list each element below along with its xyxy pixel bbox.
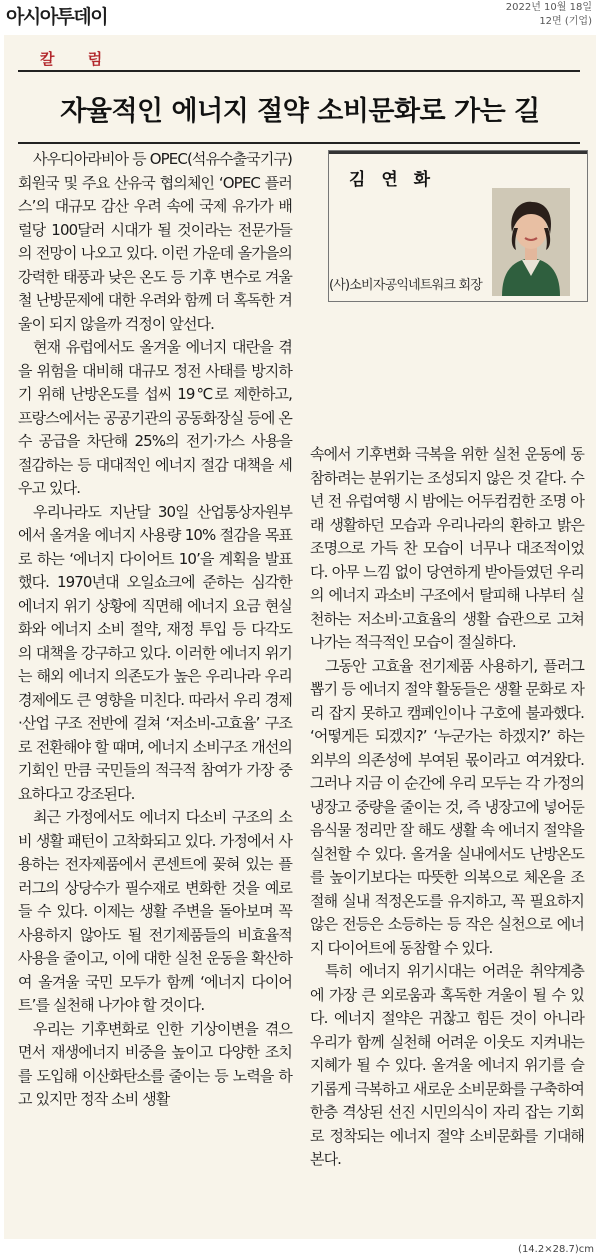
page-section: 12면 (기업) [539, 16, 592, 27]
article-clipping [4, 35, 596, 1239]
paragraph: 속에서 기후변화 극복을 위한 실천 운동에 동참하려는 분위기는 조성되지 않은 것 같다. 수년 전 유럽여행 시 밤에는 어두컴컴한 조명 아래 생활하던 모습과 우리나라의 환하고 밝은 조명으로 가득 찬 모습이 너무나 대조적이었다. 아무 느낌 없이 당연하게 받아들였던 우리의 에너지 과소비 구조에서 탈피해 나부터 실천하는 저소비·고효율의 생활 습관으로 고쳐 나가는 적극적인 모습이 절실하다. [310, 445, 584, 651]
paragraph: 우리는 기후변화로 인한 기상이변을 겪으면서 재생에너지 비중을 높이고 다양한 조치를 도입해 이산화탄소를 줄이는 등 노력을 하고 있지만 정작 소비 생활 [18, 1019, 292, 1108]
paragraph: 사우디아라비아 등 OPEC(석유수출국기구) 회원국 및 주요 산유국 협의체인 ‘OPEC 플러스’의 대규모 감산 우려 속에 국제 유가가 배럴당 100달러 시대가 될 것이라는 전문가들의 전망이 나오고 있다. 이런 가운데 올가을의 강력한 태풍과 낮은 온도 등 기후 변수로 겨울철 난방문제에 대한 우려와 함께 더 혹독한 겨울이 되지 않을까 걱정이 앞선다. [18, 150, 292, 333]
author-photo [492, 188, 570, 296]
page-header [0, 0, 600, 30]
issue-meta [506, 1, 592, 29]
issue-date: 2022년 10월 18일 [505, 2, 592, 13]
author-name: 김 연 화 [349, 170, 436, 190]
newspaper-logo: 아시아투데이 [6, 6, 108, 28]
author-box [328, 150, 588, 302]
author-affiliation: (사)소비자공익네트워크 회장 [329, 278, 482, 293]
paragraph: 특히 에너지 위기시대는 어려운 취약계층에 가장 큰 외로움과 혹독한 겨울이 될 수 있다. 에너지 절약은 귀찮고 힘든 것이 아니라 우리가 함께 실천해 어려운 이웃도 지켜내는 지혜가 될 수 있다. 올겨울 에너지 위기를 슬기롭게 극복하고 새로운 소비문화를 구축하여 한층 격상된 선진 시민의식이 자리 잡는 기회로 정착되는 에너지 절약 소비문화를 기대해 본다. [310, 962, 584, 1168]
article-headline: 자율적인 에너지 절약 소비문화로 가는 길 [60, 96, 540, 127]
paragraph: 현재 유럽에서도 올겨울 에너지 대란을 겪을 위험을 대비해 대규모 정전 사태를 방지하기 위해 난방온도를 섭씨 19℃로 제한하고, 프랑스에서는 공공기관의 공동화장실 등에 온수 공급을 차단해 25%의 전기·가스 사용을 절감하는 등 대대적인 에너지 절감 대책을 세우고 있다. [18, 338, 292, 497]
headline-divider [18, 142, 580, 144]
section-bar [18, 44, 580, 72]
author-portrait-image [492, 188, 570, 296]
body-column-left [18, 148, 292, 1112]
section-label: 칼 럼 [40, 50, 117, 68]
paragraph: 그동안 고효율 전기제품 사용하기, 플러그 뽑기 등 에너지 절약 활동들은 생활 문화로 자리 잡지 못하고 캠페인이나 구호에 불과했다. ‘어떻게든 되겠지?’ ‘누군가는 하겠지?’ 하는 외부의 의존성에 부여된 몫이라고 여겨왔다. 그러나 지금 이 순간에 우리 모두는 각 가정의 냉장고 중량을 줄이는 것, 즉 냉장고에 넣어둔 음식물 정리만 잘 해도 생활 속 에너지 절약을 실천할 수 있다. 올겨울 실내에서도 난방온도를 높이기보다는 따뜻한 의복으로 체온을 조절해 실내 적정온도를 유지하고, 꼭 필요하지 않은 전등은 소등하는 등 작은 실천으로 에너지 다이어트에 동참할 수 있다. [310, 656, 584, 957]
clipping-size: (14.2×28.7)cm [518, 1244, 594, 1255]
paragraph: 우리나라도 지난달 30일 산업통상자원부에서 올겨울 에너지 사용량 10% 절감을 목표로 하는 ‘에너지 다이어트 10’을 계획을 발표했다. 1970년대 오일쇼크에 준하는 심각한 에너지 위기 상황에 직면해 에너지 요금 현실화와 에너지 소비 절약, 재정 투입 등 다각도의 대책을 강구하고 있다. 이러한 에너지 위기는 해외 에너지 의존도가 높은 우리나라 우리 경제에도 큰 영향을 미친다. 따라서 우리 경제·산업 구조 전반에 걸쳐 ‘저소비-고효율’ 구조로 전환해야 할 때며, 에너지 소비구조 개선의 기회인 만큼 국민들의 적극적 참여가 가장 중요하다고 강조된다. [18, 502, 292, 803]
body-column-right [310, 443, 584, 1172]
author-box-accent [329, 151, 587, 154]
paragraph: 최근 가정에서도 에너지 다소비 구조의 소비 생활 패턴이 고착화되고 있다. 가정에서 사용하는 전자제품에서 콘센트에 꽂혀 있는 플러그의 상당수가 필수재로 변화한 것을 예로 들 수 있다. 이제는 생활 주변을 돌아보며 꼭 사용하지 않아도 될 전기제품들의 비효율적 사용을 줄이고, 이에 대한 실천 운동을 확산하여 올겨울 국민 모두가 함께 ‘에너지 다이어트’를 실천해 나가야 할 것이다. [18, 808, 292, 1014]
